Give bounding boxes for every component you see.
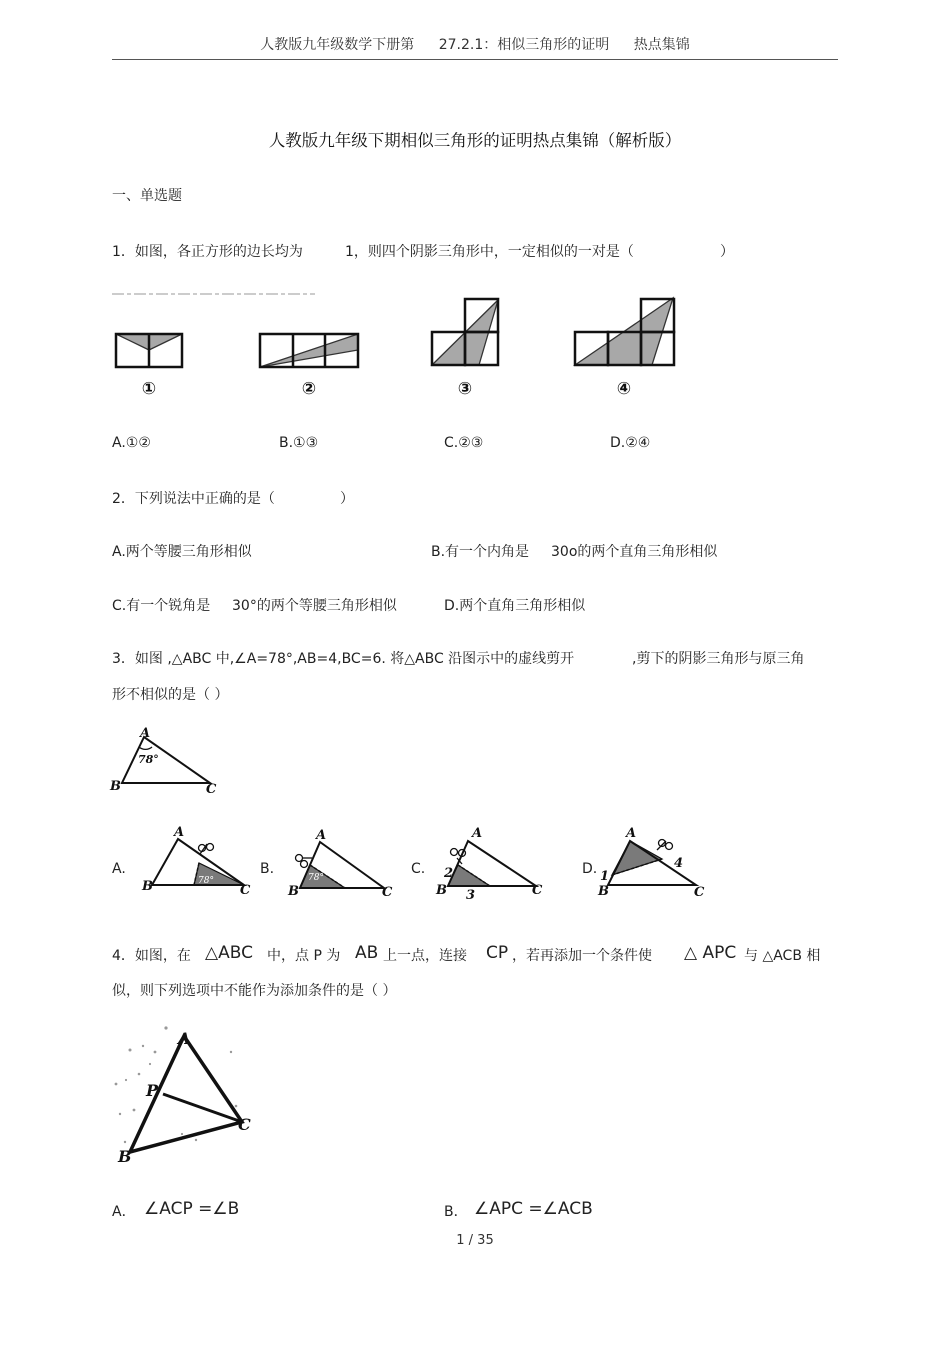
vertex-label-p: P (146, 1081, 159, 1100)
vertex-label-a: A (140, 726, 151, 741)
vertex-label-a: A (178, 1029, 191, 1048)
q1-option-c: C.②③ (444, 435, 484, 451)
q3-option-b-figure (282, 822, 402, 900)
q1-stem-a: 1．如图，各正方形的边长均为 (112, 244, 303, 260)
q3-main-triangle (108, 725, 228, 800)
q1-stem-c: ） (720, 244, 734, 260)
q4-line1-i: 与 △ACB 相 (744, 948, 821, 964)
q3-option-c-figure (432, 822, 552, 903)
header-right: 热点集锦 (633, 37, 690, 53)
vertex-label-a: A (626, 826, 637, 841)
vertex-label-c: C (532, 883, 543, 898)
vertex-label-b: B (288, 884, 299, 899)
q1-option-d: D.②④ (610, 435, 651, 451)
q2-option-b-b: 30o的两个直角三角形相似 (551, 544, 718, 560)
angle-label: 78° (308, 873, 324, 883)
q1-figures (110, 288, 690, 403)
q3-line2: 形不相似的是（ ） (112, 687, 229, 703)
q3-line1-a: 3．如图 ,△ABC 中,∠A=78°,AB=4,BC=6. 将△ABC 沿图示中的虚线剪开 (112, 651, 575, 667)
header-mid: 27.2.1：相似三角形的证明 (438, 37, 610, 53)
document-title: 人教版九年级下期相似三角形的证明热点集锦（解析版） (268, 131, 682, 150)
vertex-label-a: A (316, 828, 327, 843)
q4-line1-a: 4．如图，在 (112, 948, 191, 964)
section-heading: 一、单选题 (112, 188, 182, 204)
q4-line1-e: 上一点，连接 (383, 948, 467, 964)
vertex-label-b: B (598, 884, 609, 899)
q1-option-a: A.①② (112, 435, 151, 451)
q4-option-a: ∠ACP =∠B (144, 1199, 240, 1219)
q1-option-b: B.①③ (279, 435, 319, 451)
q3-line1-b: ,剪下的阴影三角形与原三角 (632, 651, 805, 667)
q1-stem-b: 1，则四个阴影三角形中，一定相似的一对是（ (345, 244, 634, 260)
square-figure-1 (116, 334, 182, 367)
q3-option-d-letter: D. (582, 861, 598, 877)
vertex-label-b: B (110, 779, 121, 794)
q4-option-a-letter: A． (112, 1204, 136, 1220)
q2-option-a: A.两个等腰三角形相似 (112, 544, 252, 560)
fig4-label: ④ (616, 379, 632, 399)
fig1-label: ① (141, 379, 157, 399)
page-header (0, 34, 950, 54)
page-number: 1 / 35 (456, 1233, 494, 1248)
q4-line1-d: AB (355, 943, 379, 963)
q2-option-d: D.两个直角三角形相似 (444, 598, 586, 614)
header-rule (112, 59, 838, 60)
q4-line1-h: △ APC (684, 943, 737, 963)
fig3-label: ③ (457, 379, 473, 399)
q2-option-c-b: 30°的两个等腰三角形相似 (232, 598, 397, 614)
length-label-4: 4 (674, 856, 684, 871)
vertex-label-c: C (206, 782, 217, 797)
q3-option-d-figure (596, 822, 716, 900)
angle-label: 78° (138, 753, 159, 766)
vertex-label-c: C (694, 885, 705, 900)
q3-option-a-figure (138, 822, 258, 897)
fig2-label: ② (301, 379, 317, 399)
square-figure-4 (575, 298, 674, 365)
q3-option-c-letter: C. (411, 861, 426, 877)
q3-option-b-letter: B. (260, 861, 275, 877)
vertex-label-c: C (240, 883, 251, 898)
q3-option-a-letter: A. (112, 861, 126, 877)
square-figure-3 (432, 299, 498, 365)
square-figure-2 (260, 334, 358, 367)
q4-line1-f: CP (486, 943, 509, 963)
length-label-3: 3 (466, 888, 476, 903)
vertex-label-a: A (174, 825, 185, 840)
q2-option-b-a: B.有一个内角是 (431, 544, 530, 560)
q4-figure (110, 1022, 260, 1167)
header-left: 人教版九年级数学下册第 (260, 37, 415, 53)
vertex-label-c: C (382, 885, 393, 900)
angle-label: 78° (198, 876, 214, 886)
q4-line1-c: 中，点 P 为 (267, 948, 341, 964)
q4-option-b: ∠APC =∠ACB (474, 1199, 593, 1219)
length-label-1: 1 (600, 869, 610, 884)
q2-option-c-a: C.有一个锐角是 (112, 598, 211, 614)
q4-line1-b: △ABC (205, 943, 253, 963)
vertex-label-b: B (436, 883, 447, 898)
vertex-label-b: B (142, 879, 153, 894)
q4-line2: 似，则下列选项中不能作为添加条件的是（ ） (112, 983, 397, 999)
length-label-2: 2 (444, 866, 454, 881)
vertex-label-c: C (238, 1115, 251, 1134)
q2-stem-end: ） (340, 491, 354, 507)
q4-line1-g: ，若再添加一个条件使 (512, 948, 652, 964)
q2-stem: 2．下列说法中正确的是（ (112, 491, 275, 507)
vertex-label-a: A (472, 826, 483, 841)
vertex-label-b: B (118, 1147, 132, 1166)
q4-option-b-letter: B． (444, 1204, 468, 1220)
